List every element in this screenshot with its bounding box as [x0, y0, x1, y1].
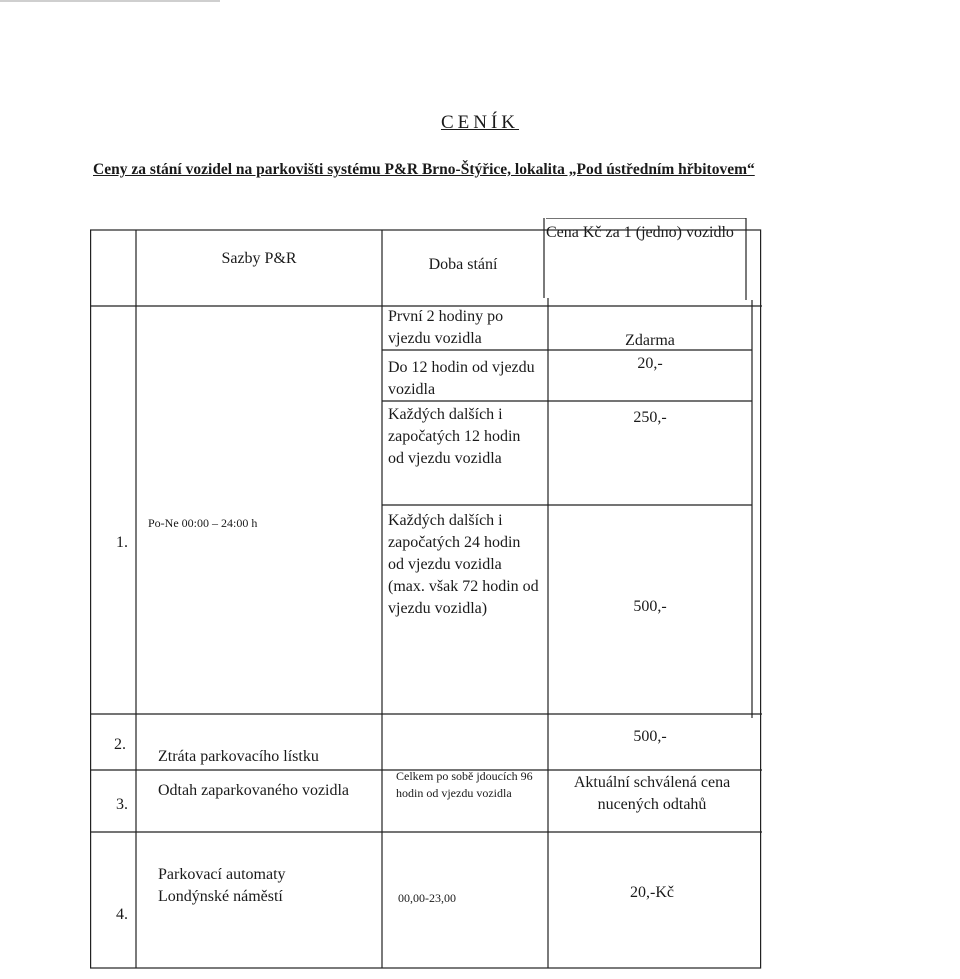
row-rate: Ztráta parkovacího lístku: [158, 748, 319, 765]
duration-cell: První 2 hodiny po vjezdu vozidla: [388, 308, 504, 347]
row-number: 1.: [116, 534, 128, 551]
price-cell: Zdarma: [625, 332, 675, 349]
row-rate: Po-Ne 00:00 – 24:00 h: [148, 516, 258, 530]
header-duration: Doba stání: [428, 256, 498, 273]
price-cell: 20,-: [637, 355, 663, 372]
price-cell: 250,-: [633, 409, 667, 426]
scan-artifact-line: [0, 0, 220, 2]
duration-cell: Do 12 hodin od vjezdu vozidla: [388, 359, 535, 398]
price-cell: 500,-: [633, 598, 667, 615]
price-table: [90, 218, 762, 970]
row-number: 4.: [116, 906, 128, 923]
duration-cell: Celkem po sobě jdoucích 96 hodin od vjezdu vozidla: [396, 769, 533, 800]
price-cell: 20,-Kč: [630, 884, 674, 901]
header-price: Cena Kč za 1 (jedno) vozidlo: [546, 224, 734, 241]
page-subtitle: Ceny za stání vozidel na parkovišti systému P&R Brno-Štýřice, lokalita „Pod ústředním hřbitovem“: [93, 161, 755, 178]
duration-cell: Každých dalších i započatých 12 hodin od vjezdu vozidla: [388, 406, 521, 467]
page-title: CENÍK: [440, 112, 520, 133]
row-rate: Parkovací automaty Londýnské náměstí: [158, 866, 286, 905]
row-rate: Odtah zaparkovaného vozidla: [158, 782, 350, 799]
header-rates: Sazby P&R: [221, 250, 297, 267]
price-cell: 500,-: [633, 728, 667, 745]
row-number: 3.: [116, 796, 128, 813]
duration-cell: 00,00-23,00: [398, 891, 456, 905]
price-cell: Aktuální schválená cena nucených odtahů: [573, 774, 731, 813]
row-number: 2.: [114, 736, 126, 753]
duration-cell: Každých dalších i započatých 24 hodin od vjezdu vozidla (max. však 72 hodin od vjezdu vozidla): [388, 512, 539, 617]
